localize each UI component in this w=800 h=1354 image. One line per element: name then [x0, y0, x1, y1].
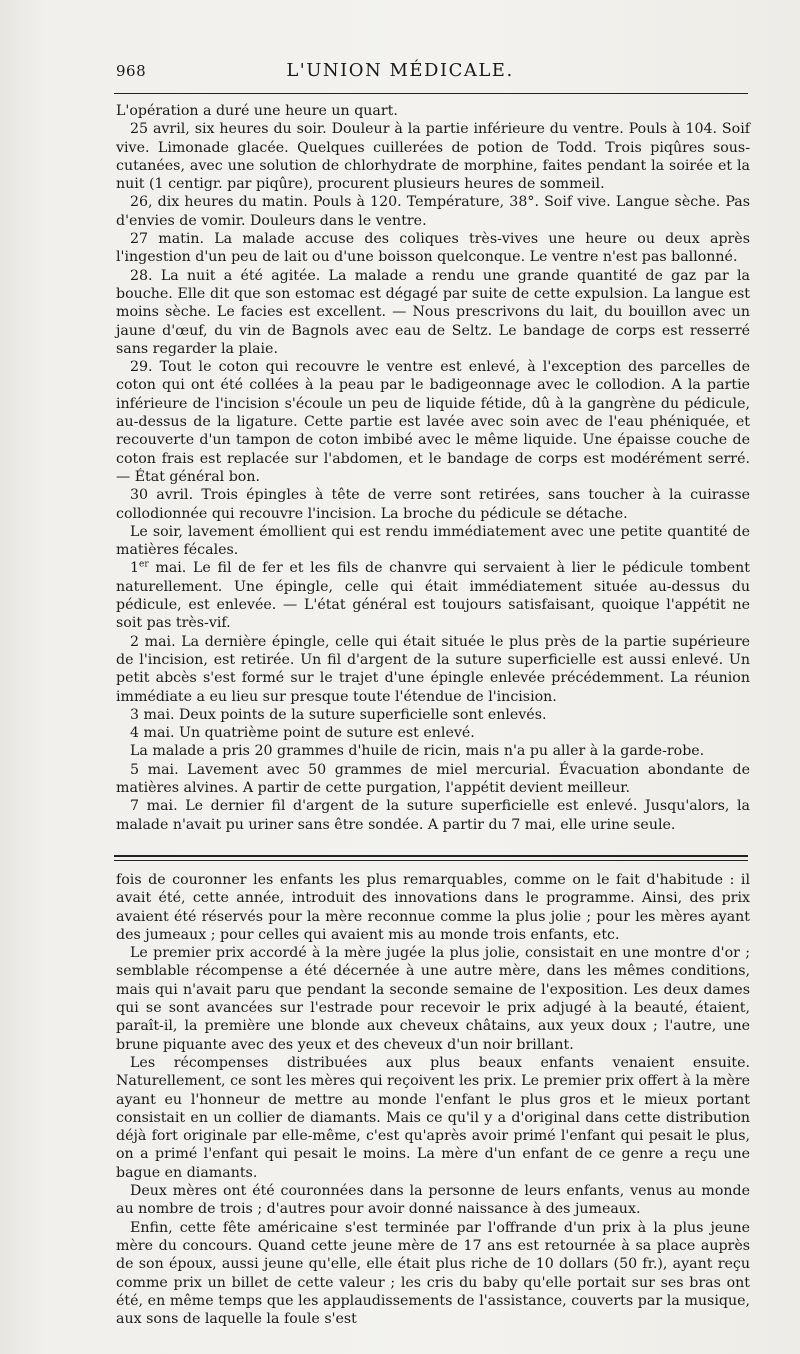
case-paragraph: 7 mai. Le dernier fil d'argent de la suture superficielle est enlevé. Jusqu'alors, la malade n'avait pu uriner sans être sondée. A partir du 7 mai, elle urine seule.: [116, 798, 750, 833]
date-number: 1: [130, 560, 140, 577]
case-paragraph: 2 mai. La dernière épingle, celle qui était située le plus près de la partie supérieure de l'incision, est retirée. Un fil d'argent de la suture superficielle est aussi enlevé. Un petit abcès s'est formé sur le trajet d'une épingle enlevée précédemment. La réunion immédiate a eu lieu sur presque toute l'étendue de l'incision.: [116, 633, 750, 705]
ordinal-superscript: er: [139, 559, 149, 570]
feuilleton-paragraph: Enfin, cette fête américaine s'est terminée par l'offrande d'un prix à la plus jeune mère du concours. Quand cette jeune mère de 17 ans est retournée à sa place auprès de son époux, aussi jeune qu'elle, elle était plus riche de 10 dollars (50 fr.), ayant reçu comme prix un billet de cette valeur ; les cris du baby qu'elle portait sur ses bras ont été, en même temps que les applaudissements de l'assistance, couverts par la musique, aux sons de laquelle la foule s'est: [116, 1219, 750, 1328]
case-paragraph: Le soir, lavement émollient qui est rendu immédiatement avec une petite quantité de matières fécales.: [116, 523, 750, 559]
running-title: L'UNION MÉDICALE.: [286, 60, 514, 81]
case-paragraph-text: mai. Le fil de fer et les fils de chanvre qui servaient à lier le pédicule tombent naturellement. Une épingle, celle qui était immédiatement située au-dessus du pédicule, est enlevée. — L'état général est toujours satisfaisant, quoique l'appétit ne soit pas très-vif.: [116, 560, 750, 632]
feuilleton-paragraph: Le premier prix accordé à la mère jugée la plus jolie, consistait en une montre d'or ; semblable récompense a été décernée à une autre mère, dans les mêmes conditions, mais qui n'avait paru que pendant la seconde semaine de l'exposition. Les deux dames qui se sont avancées sur l'estrade pour recevoir le prix adjugé à la beauté, étaient, paraît-il, la première une blonde aux cheveux châtains, aux yeux doux ; l'autre, une brune piquante avec des yeux et des cheveux d'un noir brillant.: [116, 945, 750, 1053]
case-paragraph: La malade a pris 20 grammes d'huile de ricin, mais n'a pu aller à la garde-robe.: [130, 743, 705, 760]
feuilleton: [116, 871, 750, 1328]
case-paragraph: 28. La nuit a été agitée. La malade a rendu une grande quantité de gaz par la bouche. Elle dit que son estomac est dégagé par suite de cette expulsion. La langue est moins sèche. Le facies est excellent. — Nous prescrivons du lait, du bouillon avec un jaune d'œuf, du vin de Bagnols avec eau de Seltz. Le bandage de corps est resserré sans regarder la plaie.: [116, 267, 750, 357]
case-paragraph: L'opération a duré une heure un quart.: [116, 103, 398, 119]
case-paragraph: 5 mai. Lavement avec 50 grammes de miel mercurial. Évacuation abondante de matières alvines. A partir de cette purgation, l'appétit devient meilleur.: [116, 761, 750, 796]
case-paragraph: 4 mai. Un quatrième point de suture est enlevé.: [130, 725, 475, 742]
feuilleton-paragraph: Les récompenses distribuées aux plus beaux enfants venaient ensuite. Naturellement, ce sont les mères qui reçoivent les prix. Le premier prix offert à la mère ayant eu l'honneur de mettre au monde l'enfant le plus gros et le mieux portant consistait en un collier de diamants. Mais ce qu'il y a d'original dans cette distribution déjà fort originale par elle-même, c'est qu'après avoir primé l'enfant qui pesait le plus, on a primé l'enfant qui pesait le moins. La mère d'un enfant de ce genre a reçu une bague en diamants.: [116, 1054, 750, 1181]
case-paragraph: 27 matin. La malade accuse des coliques très-vives une heure ou deux après l'ingestion d'un peu de lait ou d'une boisson quelconque. Le ventre n'est pas ballonné.: [116, 231, 750, 266]
case-paragraph: 29. Tout le coton qui recouvre le ventre est enlevé, à l'exception des parcelles de coton qui ont été collées à la peau par le badigeonnage avec le collodion. A la partie inférieure de l'incision s'écoule un peu de liquide fétide, dû à la gangrène du pédicule, au-dessus de la ligature. Cette partie est lavée avec soin avec de l'eau phéniquée, et recouverte d'un tampon de coton imbibé avec le même liquide. Une épaisse couche de coton frais est replacée sur l'abdomen, et le bandage de corps est modérément serré. — État général bon.: [116, 359, 750, 485]
case-paragraph: 3 mai. Deux points de la suture superficielle sont enlevés.: [130, 706, 547, 723]
case-paragraph: 26, dix heures du matin. Pouls à 120. Température, 38°. Soif vive. Langue sèche. Pas d'envies de vomir. Douleurs dans le ventre.: [116, 194, 750, 229]
case-paragraph: 25 avril, six heures du soir. Douleur à la partie inférieure du ventre. Pouls à 104. Soif vive. Limonade glacée. Quelques cuillerées de potion de Todd. Trois piqûres sous-cutanées, avec une solution de chlorhydrate de morphine, faites pendant la soirée et la nuit (1 centigr. par piqûre), procurent plusieurs heures de sommeil.: [116, 121, 750, 193]
case-paragraph: 30 avril. Trois épingles à tête de verre sont retirées, sans toucher à la cuirasse collodionnée qui recouvre l'incision. La broche du pédicule se détache.: [116, 487, 750, 522]
header-rule: [114, 93, 748, 94]
page-number: 968: [116, 62, 147, 80]
case-report: [116, 102, 750, 834]
case-paragraph-may-first: [116, 559, 750, 632]
feuilleton-separator: [114, 855, 748, 861]
feuilleton-paragraph: Deux mères ont été couronnées dans la personne de leurs enfants, venus au monde au nombre de trois ; d'autres pour avoir donné naissance à des jumeaux.: [116, 1183, 750, 1218]
feuilleton-paragraph: fois de couronner les enfants les plus remarquables, comme on le fait d'habitude : il avait été, cette année, introduit des innovations dans le programme. Ainsi, des prix avaient été réservés pour la mère reconnue comme la plus jolie ; pour les mères ayant des jumeaux ; pour celles qui avaient mis au monde trois enfants, etc.: [116, 872, 750, 943]
